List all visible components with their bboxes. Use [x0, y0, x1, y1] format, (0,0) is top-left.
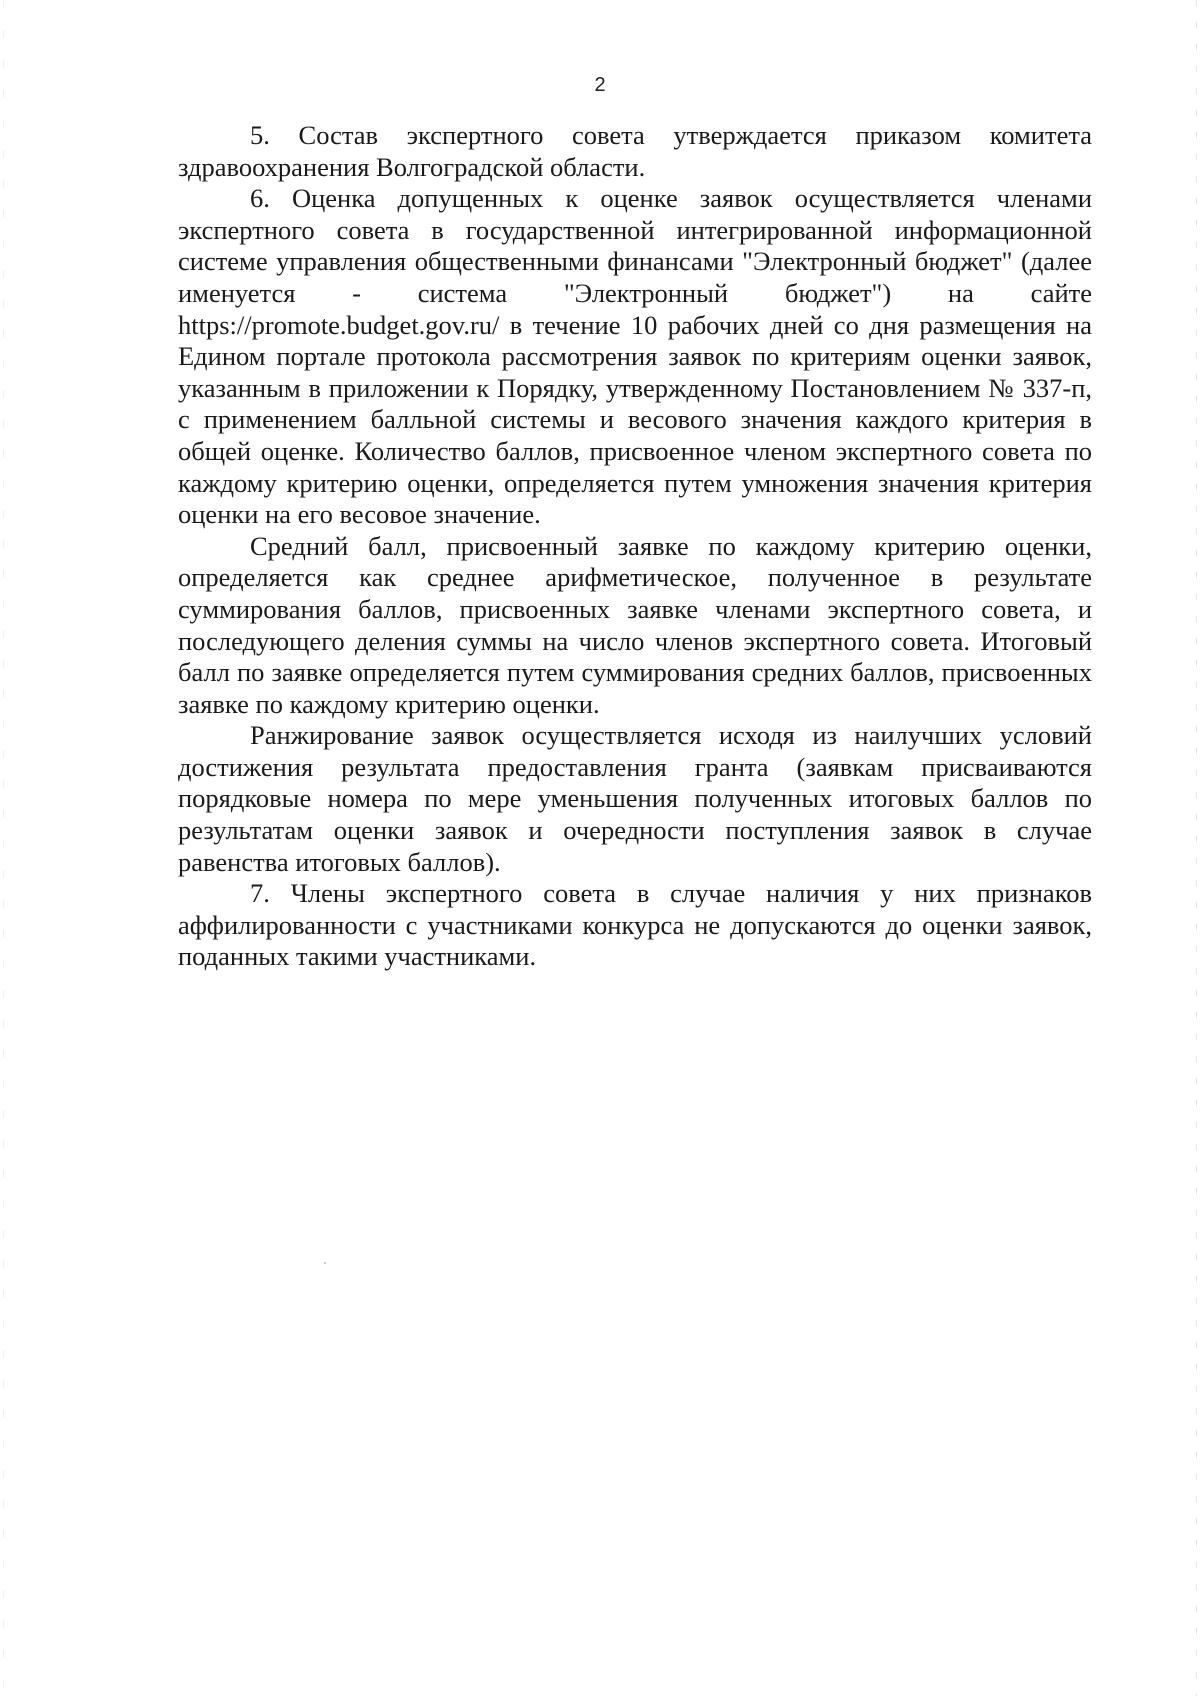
scan-speck	[324, 1262, 326, 1264]
paragraph-average-score: Средний балл, присвоенный заявке по каждому критерию оценки, определяется как среднее арифметическое, полученное в результате суммирования баллов, присвоенных заявке членами экспертного совета, и последующего деления суммы на число членов экспертного совета. Итоговый балл по заявке определяется путем суммирования средних баллов, присвоенных заявке по каждому критерию оценки.	[178, 530, 1092, 719]
scan-edge-right	[1196, 0, 1197, 1696]
scan-edge-left	[3, 0, 4, 1696]
paragraph-item-6: 6. Оценка допущенных к оценке заявок осуществляется членами экспертного совета в государственной интегрированной информационной системе управления общественными финансами "Электронный бюджет" (далее именуется - система "Электронный бюджет") на сайте https://promote.budget.gov.ru/ в течение 10 рабочих дней со дня размещения на Едином портале протокола рассмотрения заявок по критериям оценки заявок, указанным в приложении к Порядку, утвержденному Постановлением № 337-п, с применением балльной системы и весового значения каждого критерия в общей оценке. Количество баллов, присвоенное членом экспертного совета по каждому критерию оценки, определяется путем умножения значения критерия оценки на его весовое значение.	[178, 183, 1092, 530]
document-body	[178, 120, 1092, 973]
page-number: 2	[594, 74, 606, 96]
paragraph-item-5: 5. Состав экспертного совета утверждается приказом комитета здравоохранения Волгоградской области.	[178, 120, 1092, 182]
paragraph-ranking: Ранжирование заявок осуществляется исходя из наилучших условий достижения результата предоставления гранта (заявкам присваиваются порядковые номера по мере уменьшения полученных итоговых баллов по результатам оценки заявок и очередности поступления заявок в случае равенства итоговых баллов).	[178, 720, 1092, 877]
paragraph-item-7: 7. Члены экспертного совета в случае наличия у них признаков аффилированности с участниками конкурса не допускаются до оценки заявок, поданных такими участниками.	[178, 878, 1092, 972]
